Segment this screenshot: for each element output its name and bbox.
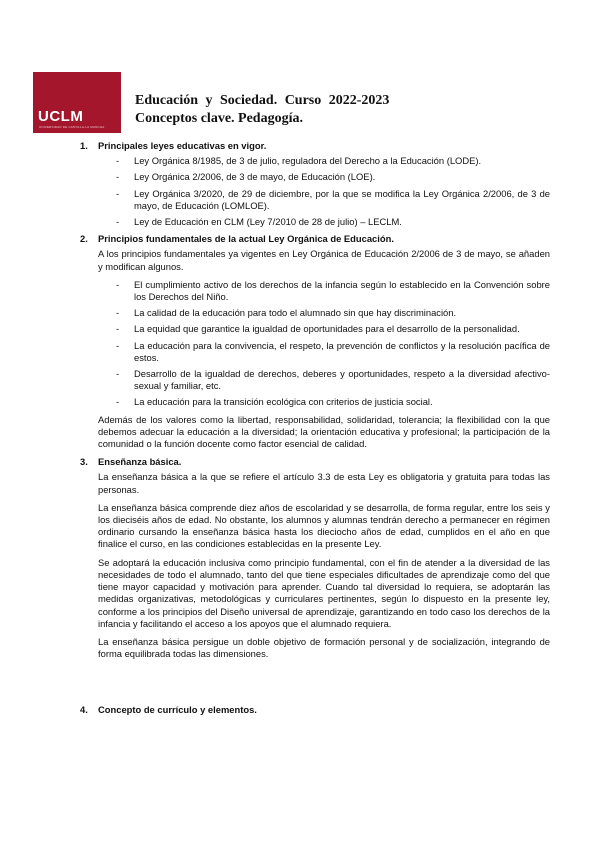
section-1 (80, 140, 550, 228)
document-title (135, 92, 389, 128)
dash-bullet: - (116, 187, 120, 199)
paragraph: La enseñanza básica a la que se refiere el artículo 3.3 de esta Ley es obligatoria y gratuita para todas las personas. (98, 471, 550, 495)
law-list (98, 155, 550, 228)
section-title: Enseñanza básica. (98, 456, 182, 468)
list-item-text: La educación para la convivencia, el respeto, la prevención de conflictos y la resolución pacífica de estos. (134, 339, 550, 363)
principles-list (98, 279, 550, 409)
section-intro: A los principios fundamentales ya vigentes en Ley Orgánica de Educación 2/2006 de 3 de mayo, se añaden y modifican algunos. (98, 248, 550, 272)
list-item (116, 396, 550, 408)
list-item-text: Ley Orgánica 2/2006, de 3 de mayo, de Educación (LOE). (134, 171, 376, 183)
logo-subtitle: UNIVERSIDAD DE CASTILLA-LA MANCHA (39, 125, 105, 129)
section-number: 1. (80, 140, 88, 151)
section-4 (80, 704, 550, 716)
section-title: Principales leyes educativas en vigor. (98, 140, 267, 151)
dash-bullet: - (116, 323, 120, 335)
section-2 (80, 233, 550, 450)
section-outro: Además de los valores como la libertad, responsabilidad, solidaridad, tolerancia; la flexibilidad con la que debemos adecuar la educación a la diversidad; la orientación educativa y profesional; la participación de la comunidad o la función docente como factor esencial de calidad. (98, 413, 550, 450)
section-number: 2. (80, 233, 88, 245)
dash-bullet: - (116, 171, 120, 183)
logo-text: UCLM (38, 108, 84, 125)
dash-bullet: - (116, 278, 120, 290)
list-item (116, 339, 550, 364)
paragraph: La enseñanza básica persigue un doble objetivo de formación personal y de socialización, integrando de forma equilibrada todas las dimensiones. (98, 635, 550, 660)
list-item (116, 187, 550, 212)
list-item (116, 216, 550, 228)
section-3 (80, 456, 550, 660)
title-line-1: Educación y Sociedad. Curso 2022-2023 (135, 93, 390, 108)
paragraph: La enseñanza básica comprende diez años de escolaridad y se desarrolla, de forma regular, entre los seis y los dieciséis años de edad. No obstante, los alumnos y alumnas tendrán derecho a permanecer en régimen ordinario cursando la enseñanza básica hasta los dieciocho años de edad, cumplidos en el año en que finalice el curso, en las condiciones establecidas en la presente Ley. (98, 501, 550, 550)
section-number: 3. (80, 456, 88, 468)
list-item (116, 323, 550, 335)
document-body (80, 140, 550, 720)
section-title: Principios fundamentales de la actual Ley Orgánica de Educación. (98, 233, 394, 245)
dash-bullet: - (116, 368, 120, 380)
section-number: 4. (80, 704, 88, 716)
list-item (116, 155, 550, 167)
list-item-text: Desarrollo de la igualdad de derechos, deberes y oportunidades, respeto a la diversidad afectivo-sexual y familiar, etc. (134, 368, 550, 392)
dash-bullet: - (116, 155, 120, 167)
dash-bullet: - (116, 396, 120, 408)
list-item-text: La equidad que garantice la igualdad de oportunidades para el desarrollo de la personalidad. (134, 323, 520, 335)
list-item-text: Ley de Educación en CLM (Ley 7/2010 de 28 de julio) – LECLM. (134, 216, 402, 228)
paragraph: Se adoptará la educación inclusiva como principio fundamental, con el fin de atender a la diversidad de las necesidades de todo el alumnado, tanto del que tiene especiales dificultades de aprendizaje como del que tiene mayor capacidad y motivación para aprender. Cuando tal diversidad lo requiera, se adoptarán las medidas organizativas, metodológicas y curriculares pertinentes, según lo dispuesto en la presente ley, conforme a los principios del Diseño universal de aprendizaje, garantizando en todo caso los derechos de la infancia y facilitando el acceso a los apoyos que el alumnado requiera. (98, 556, 550, 629)
list-item-text: Ley Orgánica 8/1985, de 3 de julio, reguladora del Derecho a la Educación (LODE). (134, 155, 482, 167)
list-item-text: La calidad de la educación para todo el alumnado sin que hay discriminación. (134, 307, 457, 319)
list-item-text: Ley Orgánica 3/2020, de 29 de diciembre, por la que se modifica la Ley Orgánica 2/2006, de 3 de mayo, de Educación (LOMLOE). (134, 187, 550, 211)
list-item (116, 171, 550, 183)
dash-bullet: - (116, 307, 120, 319)
list-item-text: La educación para la transición ecológica con criterios de justicia social. (134, 396, 433, 408)
dash-bullet: - (116, 216, 120, 228)
dash-bullet: - (116, 339, 120, 351)
spacer (80, 666, 550, 704)
title-line-2: Conceptos clave. Pedagogía. (135, 111, 303, 126)
list-item (116, 307, 550, 319)
uclm-logo (33, 72, 121, 133)
section-title: Concepto de currículo y elementos. (98, 704, 257, 716)
list-item (116, 368, 550, 392)
list-item-text: El cumplimiento activo de los derechos de la infancia según lo establecido en la Convención sobre los Derechos del Niño. (134, 278, 550, 303)
list-item (116, 278, 550, 303)
